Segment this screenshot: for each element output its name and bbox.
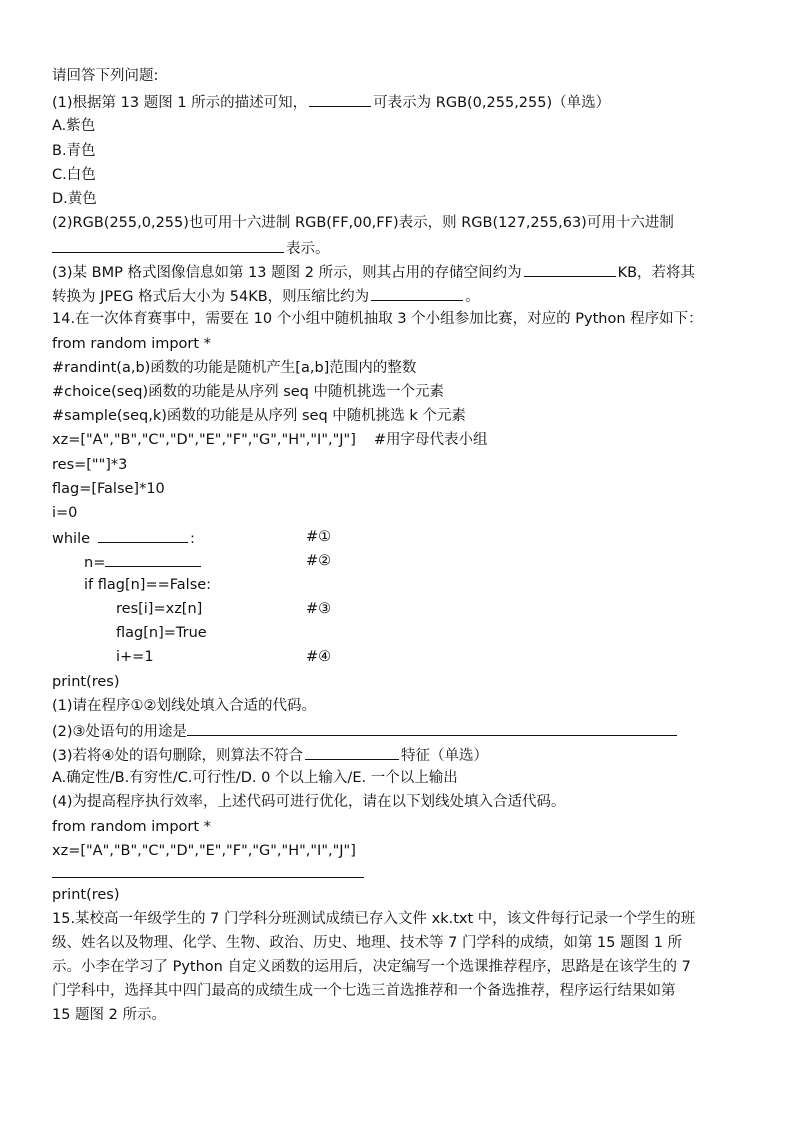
opt-code-print: print(res): [52, 887, 120, 903]
code-xz-list: xz=["A","B","C","D","E","F","G","H","I","J"]: [52, 432, 356, 448]
answer-blank: [305, 744, 399, 760]
q14-sub1: (1)请在程序①②划线处填入合适的代码。: [52, 698, 317, 714]
answer-blank: [98, 527, 188, 543]
code-line-res-assign: res[i]=xz[n]: [116, 601, 203, 617]
q14-sub2-text: (2)③处语句的用途是: [52, 724, 188, 740]
q13-part2-line2: [52, 237, 330, 259]
q13-part1-text-b: 可表示为 RGB(0,255,255)（单选）: [373, 95, 611, 111]
q15-line4: 门学科中，选择其中四门最高的成绩生成一个七选三首选推荐和一个备选推荐，程序运行结果如第: [52, 983, 676, 999]
q14-sub3-options: A.确定性/B.有穷性/C.可行性/D. 0 个以上输入/E. 一个以上输出: [52, 770, 458, 786]
answer-blank: [187, 720, 677, 736]
code-while-colon: :: [190, 531, 195, 547]
code-xz-comment: #用字母代表小组: [373, 432, 488, 448]
code-line-n: [84, 551, 203, 573]
q13-part3-text-d: 。: [465, 289, 480, 305]
q15-line1: 15.某校高一年级学生的 7 门学科分班测试成绩已存入文件 xk.txt 中，该文件每行记录一个学生的班: [52, 911, 696, 927]
q14-sub3: [52, 744, 488, 766]
q13-part3-text-c: 转换为 JPEG 格式后大小为 54KB，则压缩比约为: [52, 289, 370, 305]
code-line-res: res=[""]*3: [52, 457, 128, 473]
q13-part3-text-a: (3)某 BMP 格式图像信息如第 13 题图 2 所示，则其占用的存储空间约为: [52, 265, 522, 281]
answer-blank: [105, 551, 201, 567]
marker-2: #②: [306, 553, 332, 569]
answer-blank: [371, 285, 463, 301]
q15-line3: 示。小李在学习了 Python 自定义函数的运用后，决定编写一个选课推荐程序，思路是在该学生的 7: [52, 959, 691, 975]
code-line-import: from random import *: [52, 336, 211, 352]
code-line-if: if flag[n]==False:: [84, 577, 212, 593]
q14-sub4: (4)为提高程序执行效率，上述代码可进行优化，请在以下划线处填入合适代码。: [52, 794, 566, 810]
answer-blank: [309, 91, 371, 107]
opt-code-xz: xz=["A","B","C","D","E","F","G","H","I","J"]: [52, 843, 356, 859]
q13-part2-tail: 表示。: [286, 241, 330, 257]
q15-line5: 15 题图 2 所示。: [52, 1007, 167, 1023]
q14-sub3-text-b: 特征（单选）: [401, 748, 489, 764]
q14-sub3-text-a: (3)若将④处的语句删除，则算法不符合: [52, 748, 304, 764]
code-line-i: i=0: [52, 505, 78, 521]
code-n-assign: n=: [84, 555, 106, 571]
code-comment-choice: #choice(seq)函数的功能是从序列 seq 中随机挑选一个元素: [52, 384, 444, 400]
code-while-keyword: while: [52, 531, 91, 547]
opt-code-import: from random import *: [52, 819, 211, 835]
q14-stem: 14.在一次体育赛事中，需要在 10 个小组中随机抽取 3 个小组参加比赛，对应的 Python 程序如下：: [52, 311, 703, 327]
code-line-print: print(res): [52, 674, 120, 690]
q13-part2-line1: (2)RGB(255,0,255)也可用十六进制 RGB(FF,00,FF)表示，则 RGB(127,255,63)可用十六进制: [52, 215, 674, 231]
answer-blank: [52, 237, 284, 253]
marker-3: #③: [306, 601, 332, 617]
code-comment-sample: #sample(seq,k)函数的功能是从序列 seq 中随机挑选 k 个元素: [52, 408, 466, 424]
q13-part3-line1: [52, 261, 695, 283]
code-line-flag-assign: flag[n]=True: [116, 625, 207, 641]
q13-part1: [52, 91, 610, 113]
answer-blank-line: [52, 877, 364, 878]
code-line-xz: [52, 430, 488, 450]
code-line-while: [52, 527, 195, 549]
marker-4: #④: [306, 649, 332, 665]
option-a: A.紫色: [52, 118, 96, 134]
marker-1: #①: [306, 529, 332, 545]
option-b: B.青色: [52, 143, 96, 159]
q13-part1-text-a: (1)根据第 13 题图 1 所示的描述可知，: [52, 95, 308, 111]
q14-sub2: [52, 720, 679, 742]
intro-text: 请回答下列问题:: [52, 68, 159, 84]
code-line-increment: i+=1: [116, 649, 154, 665]
q15-line2: 级、姓名以及物理、化学、生物、政治、历史、地理、技术等 7 门学科的成绩，如第 15 题图 1 所: [52, 935, 683, 951]
q13-part3-text-b: KB，若将其: [617, 265, 696, 281]
option-d: D.黄色: [52, 191, 97, 207]
code-line-flag: flag=[False]*10: [52, 481, 165, 497]
option-c: C.白色: [52, 167, 96, 183]
answer-blank: [524, 261, 616, 277]
code-comment-randint: #randint(a,b)函数的功能是随机产生[a,b]范围内的整数: [52, 360, 417, 376]
q13-part3-line2: [52, 285, 480, 307]
